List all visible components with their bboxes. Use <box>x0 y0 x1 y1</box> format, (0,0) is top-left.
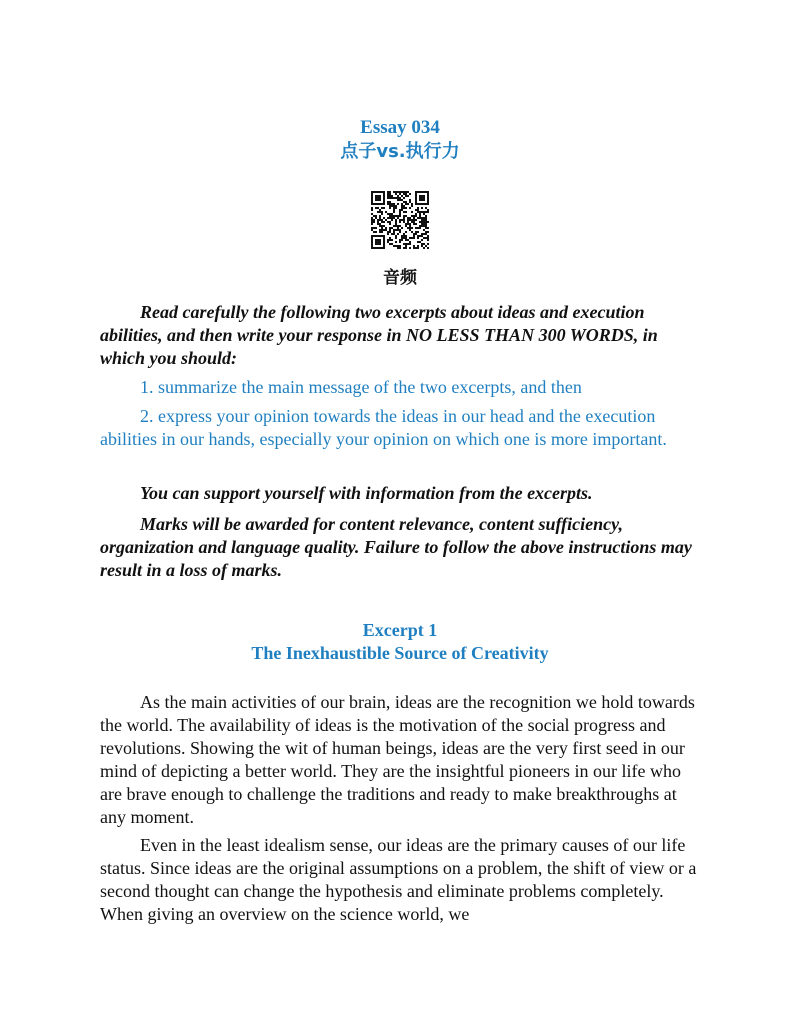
excerpt-1-label: Excerpt 1 <box>362 620 438 640</box>
instructions-marks: Marks will be awarded for content relevance, content sufficiency, organization and language quality. Failure to follow the above instructions may result in a loss of marks. <box>100 514 692 580</box>
excerpt-1-header <box>100 619 700 665</box>
instructions-support: You can support yourself with information from the excerpts. <box>140 483 593 503</box>
excerpt-1-heading: The Inexhaustible Source of Creativity <box>251 643 549 663</box>
essay-header <box>100 116 700 164</box>
qr-code-icon[interactable] <box>371 191 429 249</box>
instructions-intro: Read carefully the following two excerpts about ideas and execution abilities, and then write your response in NO LESS THAN 300 WORDS, in which you should: <box>100 302 658 368</box>
excerpt-1-paragraph-2: Even in the least idealism sense, our ideas are the primary causes of our life status. Since ideas are the original assumptions on a problem, the shift of view or a second thought can change the hypothesis and eliminate problems completely. When giving an overview on the science world, we <box>100 835 697 924</box>
instruction-point-2: 2. express your opinion towards the ideas in our head and the execution abilities in our hands, especially your opinion on which one is more important. <box>100 406 667 449</box>
audio-link[interactable]: 音频 <box>383 268 417 288</box>
excerpt-1-paragraph-1: As the main activities of our brain, ideas are the recognition we hold towards the world. The availability of ideas is the motivation of the social progress and revolutions. Showing the wit of human beings, ideas are the very first seed in our mind of depicting a better world. They are the insightful pioneers in our life who are brave enough to challenge the traditions and ready to make breakthroughs at any moment. <box>100 692 695 827</box>
instruction-point-1: 1. summarize the main message of the two excerpts, and then <box>140 377 582 397</box>
chinese-title: 点子vs.执行力 <box>340 141 460 162</box>
essay-title: Essay 034 <box>360 117 440 138</box>
